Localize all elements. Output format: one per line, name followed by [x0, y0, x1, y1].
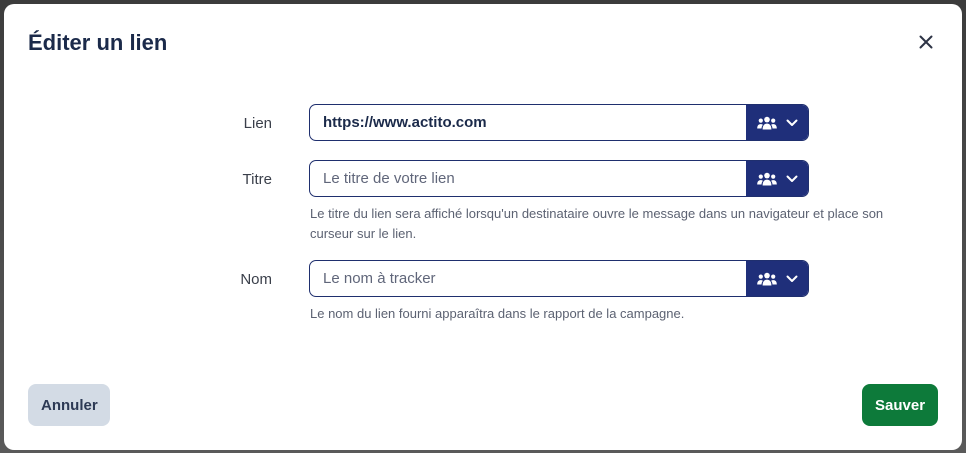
close-button[interactable] [916, 32, 936, 52]
link-input-group [309, 104, 809, 141]
name-input-group [309, 260, 809, 297]
title-personalization-button[interactable] [746, 161, 808, 196]
dialog-title: Éditer un lien [28, 30, 168, 55]
title-helper-text: Le titre du lien sera affiché lorsqu'un destinataire ouvre le message dans un navigateur et place son curseur sur le lien. [310, 206, 884, 241]
close-icon [916, 32, 936, 52]
users-icon [757, 272, 777, 286]
users-icon [757, 172, 777, 186]
name-input[interactable] [310, 261, 746, 296]
link-personalization-button[interactable] [746, 105, 808, 140]
title-input[interactable] [310, 161, 746, 196]
cancel-button[interactable]: Annuler [28, 384, 110, 426]
link-label: Lien [243, 115, 272, 132]
name-helper-text: Le nom du lien fourni apparaîtra dans le rapport de la campagne. [310, 306, 685, 321]
edit-link-dialog [4, 4, 962, 450]
link-input[interactable] [310, 105, 746, 140]
name-label: Nom [240, 271, 272, 288]
chevron-down-icon [786, 275, 798, 283]
save-button[interactable]: Sauver [862, 384, 938, 426]
chevron-down-icon [786, 119, 798, 127]
users-icon [757, 116, 777, 130]
name-personalization-button[interactable] [746, 261, 808, 296]
chevron-down-icon [786, 175, 798, 183]
title-input-group [309, 160, 809, 197]
title-label: Titre [242, 171, 272, 188]
